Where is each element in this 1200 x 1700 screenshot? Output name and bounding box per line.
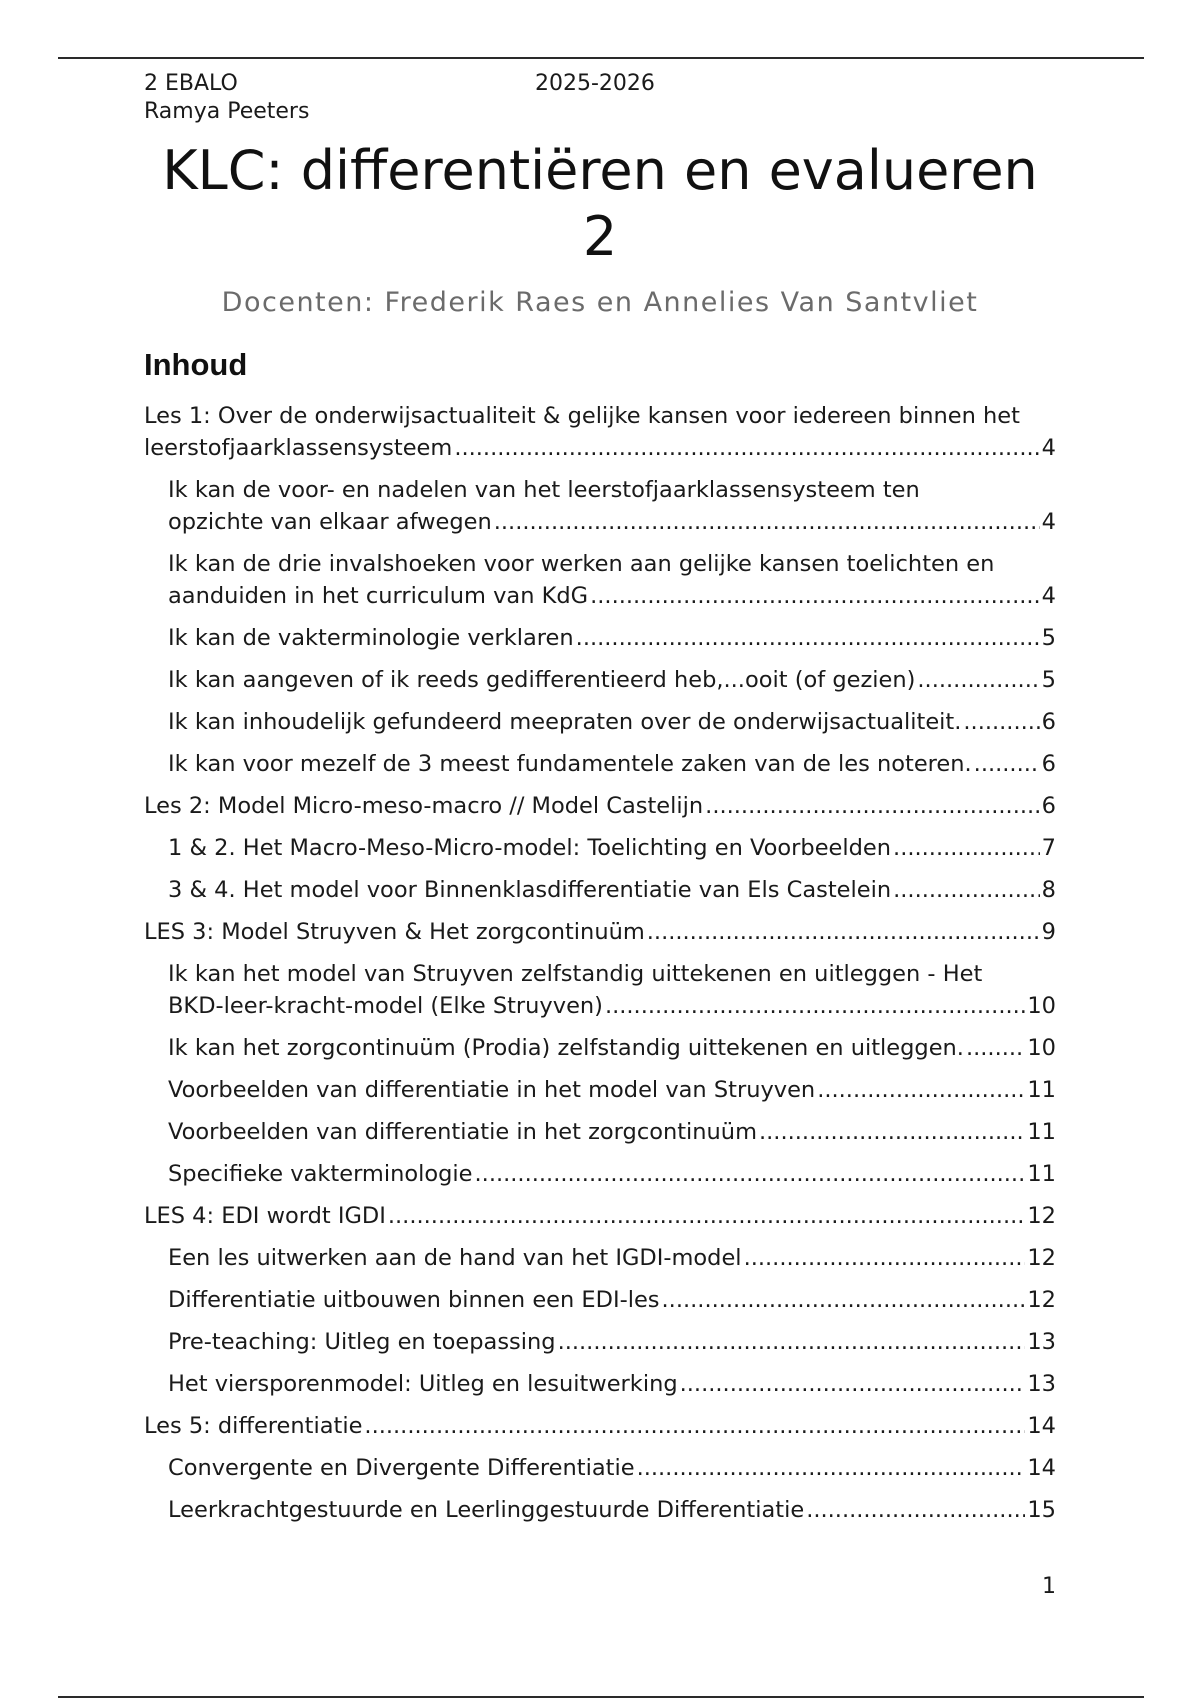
toc-entry-title: Voorbeelden van differentiatie in het model van Struyven ..... (168, 1074, 1056, 1106)
toc-section-entry[interactable] (144, 1452, 1056, 1484)
toc-entry-title: 1 & 2. Het Macro-Meso-Micro-model: Toelichting en Voorbeelden ..... (168, 832, 1056, 864)
toc-entry-title: Ik kan voor mezelf de 3 meest fundamentele zaken van de les noteren. ..... (168, 748, 1056, 780)
toc-section-entry[interactable] (144, 1158, 1056, 1190)
page-number: 1 (1042, 1574, 1056, 1599)
toc-entry-page: 5 (1040, 664, 1056, 696)
toc-entry-title: Pre-teaching: Uitleg en toepassing ..... (168, 1326, 1056, 1358)
toc-entry-page: 6 (1040, 790, 1056, 822)
toc-entry-page: 6 (1040, 748, 1056, 780)
toc-entry-title: Les 5: differentiatie ..... (144, 1410, 1056, 1442)
toc-entry-page: 14 (1025, 1452, 1056, 1484)
table-of-contents (144, 400, 1056, 1526)
toc-entry-title: LES 3: Model Struyven & Het zorgcontinuüm ..... (144, 916, 1056, 948)
author-name: Ramya Peeters (144, 99, 310, 124)
toc-entry-page: 14 (1025, 1410, 1056, 1442)
toc-entry-title: Les 2: Model Micro-meso-macro // Model Castelijn ..... (144, 790, 1056, 822)
course-code: 2 EBALO (144, 71, 238, 96)
toc-entry-page: 5 (1040, 622, 1056, 654)
toc-section-entry[interactable] (144, 1284, 1056, 1316)
toc-entry-title: Ik kan de voor- en nadelen van het leerstofjaarklassensysteem ten opzichte van elkaar afwegen ..... (168, 474, 1056, 538)
toc-entry-title: Ik kan de drie invalshoeken voor werken aan gelijke kansen toelichten en aanduiden in het curriculum van KdG ..... (168, 548, 1056, 612)
toc-entry-page: 10 (1025, 990, 1056, 1022)
toc-section-entry[interactable] (144, 748, 1056, 780)
toc-entry-title: Ik kan aangeven of ik reeds gedifferentieerd heb,...ooit (of gezien) ..... (168, 664, 1056, 696)
toc-entry-title: Een les uitwerken aan de hand van het IGDI-model ..... (168, 1242, 1056, 1274)
page-bottom-rule (58, 1696, 1144, 1698)
toc-section-entry[interactable] (144, 622, 1056, 654)
toc-chapter-entry[interactable] (144, 790, 1056, 822)
toc-section-entry[interactable] (144, 1242, 1056, 1274)
toc-entry-page: 11 (1025, 1158, 1056, 1190)
toc-entry-page: 4 (1040, 506, 1056, 538)
toc-entry-page: 9 (1040, 916, 1056, 948)
toc-heading: Inhoud (144, 347, 248, 382)
toc-section-entry[interactable] (144, 874, 1056, 906)
toc-entry-title: Ik kan het zorgcontinuüm (Prodia) zelfstandig uittekenen en uitleggen. ..... (168, 1032, 1056, 1064)
toc-entry-page: 12 (1025, 1200, 1056, 1232)
toc-section-entry[interactable] (144, 474, 1056, 538)
toc-entry-title: Les 1: Over de onderwijsactualiteit & gelijke kansen voor iedereen binnen het leerstofjaarklassensysteem ..... (144, 400, 1056, 464)
toc-entry-page: 12 (1025, 1284, 1056, 1316)
toc-entry-title: 3 & 4. Het model voor Binnenklasdifferentiatie van Els Castelein ..... (168, 874, 1056, 906)
toc-chapter-entry[interactable] (144, 400, 1056, 464)
toc-entry-title: Ik kan het model van Struyven zelfstandig uittekenen en uitleggen - Het BKD-leer-kracht-model (Elke Struyven) ..... (168, 958, 1056, 1022)
document-subtitle: Docenten: Frederik Raes en Annelies Van Santvliet (221, 287, 979, 318)
toc-entry-page: 10 (1025, 1032, 1056, 1064)
toc-section-entry[interactable] (144, 1074, 1056, 1106)
toc-entry-page: 15 (1025, 1494, 1056, 1526)
toc-section-entry[interactable] (144, 706, 1056, 738)
toc-chapter-entry[interactable] (144, 1410, 1056, 1442)
toc-section-entry[interactable] (144, 832, 1056, 864)
toc-entry-page: 4 (1040, 432, 1056, 464)
toc-section-entry[interactable] (144, 1326, 1056, 1358)
toc-entry-page: 4 (1040, 580, 1056, 612)
toc-entry-title: Specifieke vakterminologie ..... (168, 1158, 1056, 1190)
toc-section-entry[interactable] (144, 1116, 1056, 1148)
toc-entry-title: Het viersporenmodel: Uitleg en lesuitwerking ..... (168, 1368, 1056, 1400)
toc-entry-title: Ik kan de vakterminologie verklaren ..... (168, 622, 1056, 654)
toc-entry-page: 7 (1040, 832, 1056, 864)
toc-entry-page: 12 (1025, 1242, 1056, 1274)
toc-entry-page: 13 (1025, 1326, 1056, 1358)
toc-section-entry[interactable] (144, 958, 1056, 1022)
toc-section-entry[interactable] (144, 1368, 1056, 1400)
document-page (144, 68, 1056, 1599)
toc-entry-title: LES 4: EDI wordt IGDI ..... (144, 1200, 1056, 1232)
toc-entry-title: Differentiatie uitbouwen binnen een EDI-les ..... (168, 1284, 1056, 1316)
toc-section-entry[interactable] (144, 664, 1056, 696)
document-title: KLC: differentiëren en evalueren 2 (162, 139, 1038, 268)
toc-chapter-entry[interactable] (144, 1200, 1056, 1232)
toc-entry-title: Ik kan inhoudelijk gefundeerd meepraten over de onderwijsactualiteit. ..... (168, 706, 1056, 738)
toc-entry-page: 8 (1040, 874, 1056, 906)
toc-entry-title: Leerkrachtgestuurde en Leerlinggestuurde Differentiatie ..... (168, 1494, 1056, 1526)
toc-section-entry[interactable] (144, 1032, 1056, 1064)
page-top-rule (58, 57, 1144, 59)
toc-entry-page: 6 (1040, 706, 1056, 738)
page-header (144, 68, 1056, 126)
toc-entry-page: 11 (1025, 1074, 1056, 1106)
toc-section-entry[interactable] (144, 548, 1056, 612)
toc-chapter-entry[interactable] (144, 916, 1056, 948)
toc-entry-title: Voorbeelden van differentiatie in het zorgcontinuüm ..... (168, 1116, 1056, 1148)
academic-year: 2025-2026 (535, 71, 655, 96)
toc-section-entry[interactable] (144, 1494, 1056, 1526)
toc-entry-title: Convergente en Divergente Differentiatie ..... (168, 1452, 1056, 1484)
toc-entry-page: 13 (1025, 1368, 1056, 1400)
toc-entry-page: 11 (1025, 1116, 1056, 1148)
